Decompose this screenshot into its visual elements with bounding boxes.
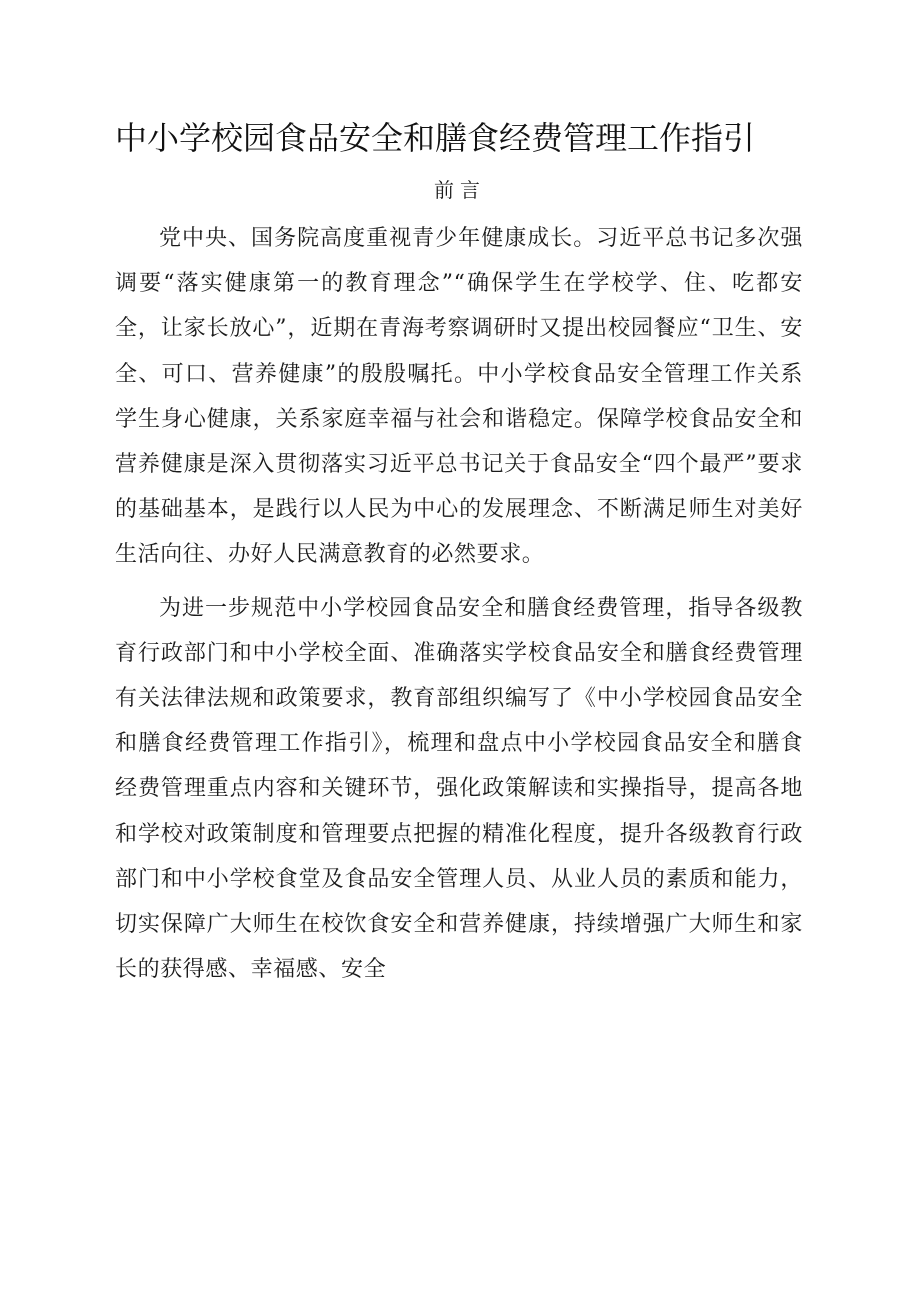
paragraph-2: 为进一步规范中小学校园食品安全和膳食经费管理，指导各级教育行政部门和中小学校全面、准确落实学校食品安全和膳食经费管理有关法律法规和政策要求，教育部组织编写了《中小学校园食品安全和膳食经费管理工作指引》，梳理和盘点中小学校园食品安全和膳食经费管理重点内容和关键环节，强化政策解读和实操指导，提高各地和学校对政策制度和管理要点把握的精准化程度，提升各级教育行政部门和中小学校食堂及食品安全管理人员、从业人员的素质和能力，切实保障广大师生在校饮食安全和营养健康，持续增强广大师生和家长的获得感、幸福感、安全 xyxy=(115,595,803,983)
document-title: 中小学校园食品安全和膳食经费管理工作指引 xyxy=(115,119,756,157)
preface-heading: 前言 xyxy=(434,178,486,202)
document-body xyxy=(115,216,803,992)
paragraph-1: 党中央、国务院高度重视青少年健康成长。习近平总书记多次强调要“落实健康第一的教育理念”“确保学生在学校学、住、吃都安全，让家长放心”，近期在青海考察调研时又提出校园餐应“卫生、安全、可口、营养健康”的殷殷嘱托。中小学校食品安全管理工作关系学生身心健康，关系家庭幸福与社会和谐稳定。保障学校食品安全和营养健康是深入贯彻落实习近平总书记关于食品安全“四个最严”要求的基础基本，是践行以人民为中心的发展理念、不断满足师生对美好生活向往、办好人民满意教育的必然要求。 xyxy=(115,226,803,568)
